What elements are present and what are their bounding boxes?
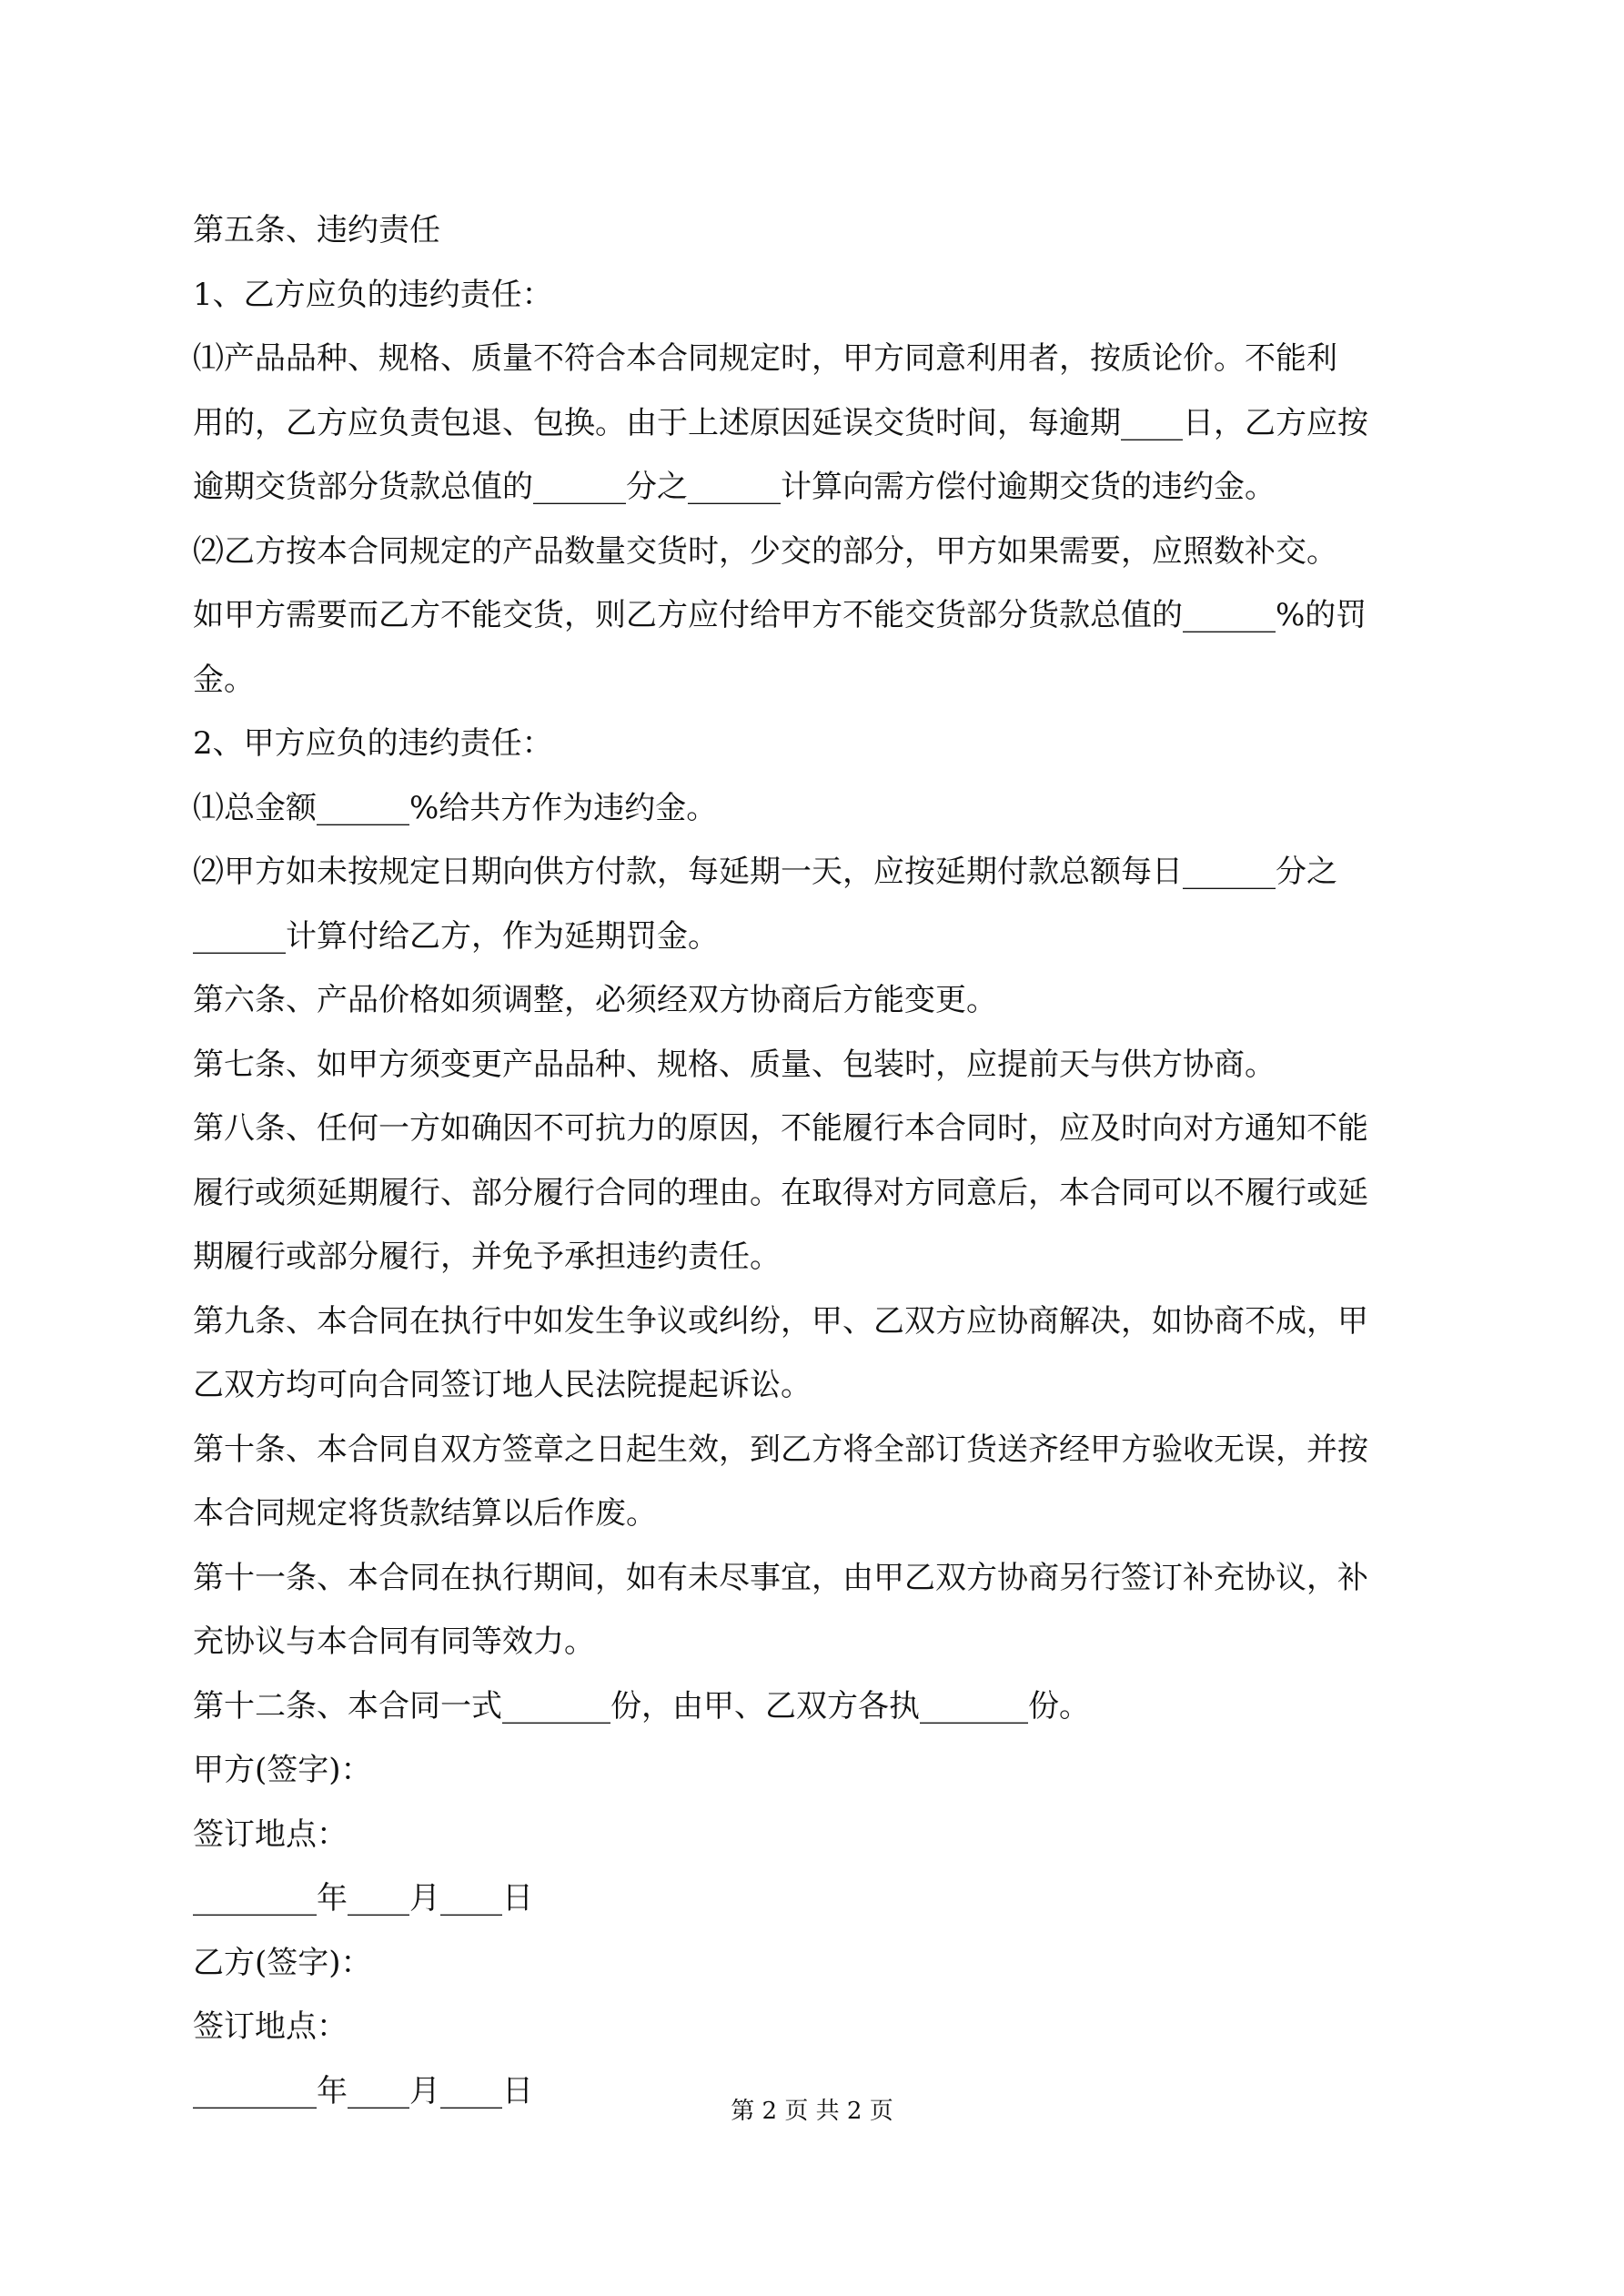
article-10-line-1: 第十条、本合同自双方签章之日起生效，到乙方将全部订货送齐经甲方验收无误，并按 <box>193 1431 1368 1468</box>
clause-b1-line-3: 逾期交货部分货款总值的______分之______计算向需方偿付逾期交货的违约金。 <box>193 469 1276 505</box>
article-9-line-1: 第九条、本合同在执行中如发生争议或纠纷，甲、乙双方应协商解决，如协商不成，甲 <box>193 1302 1368 1340</box>
clause-b1-line-2: 用的，乙方应负责包退、包换。由于上述原因延误交货时间，每逾期____日，乙方应按 <box>193 404 1368 441</box>
article-11-line-1: 第十一条、本合同在执行期间，如有未尽事宜，由甲乙双方协商另行签订补充协议，补 <box>193 1559 1368 1596</box>
party-a-liability-heading: 2、甲方应负的违约责任： <box>193 725 553 762</box>
article-8-line-1: 第八条、任何一方如确因不可抗力的原因，不能履行本合同时，应及时向对方通知不能 <box>193 1110 1368 1147</box>
party-b-signing-place: 签订地点： <box>193 2008 348 2045</box>
article-9-line-2: 乙双方均可向合同签订地人民法院提起诉讼。 <box>193 1367 812 1403</box>
party-b-liability-heading: 1、乙方应负的违约责任： <box>193 276 553 313</box>
clause-b2-line-2: 如甲方需要而乙方不能交货，则乙方应付给甲方不能交货部分货款总值的______%的罚 <box>193 597 1367 633</box>
article-7: 第七条、如甲方须变更产品品种、规格、质量、包装时，应提前天与供方协商。 <box>193 1046 1276 1083</box>
party-a-signing-date: ________年____月____日 <box>193 1880 533 1917</box>
article-12: 第十二条、本合同一式_______份，由甲、乙双方各执_______份。 <box>193 1687 1090 1725</box>
article-11-line-2: 充协议与本合同有同等效力。 <box>193 1623 595 1660</box>
clause-b1-line-1: ⑴产品品种、规格、质量不符合本合同规定时，甲方同意利用者，按质论价。不能利 <box>193 340 1337 377</box>
page-number-footer: 第 2 页 共 2 页 <box>731 2098 893 2125</box>
clause-a1-line-1: ⑴总金额______%给共方作为违约金。 <box>193 789 718 826</box>
article-6: 第六条、产品价格如须调整，必须经双方协商后方能变更。 <box>193 982 997 1018</box>
clause-b2-line-1: ⑵乙方按本合同规定的产品数量交货时，少交的部分，甲方如果需要，应照数补交。 <box>193 532 1337 570</box>
article-8-line-3: 期履行或部分履行，并免予承担违约责任。 <box>193 1239 781 1275</box>
party-a-signature: 甲方(签字)： <box>193 1752 372 1788</box>
clause-b2-line-3: 金。 <box>193 661 255 698</box>
document-body <box>193 198 1439 2123</box>
party-b-signing-date: ________年____月____日 <box>193 2072 533 2109</box>
article-5-heading: 第五条、违约责任 <box>193 212 440 248</box>
clause-a2-line-2: ______计算付给乙方，作为延期罚金。 <box>193 917 719 955</box>
clause-a2-line-1: ⑵甲方如未按规定日期向供方付款，每延期一天，应按延期付款总额每日______分之 <box>193 854 1337 890</box>
party-b-signature: 乙方(签字)： <box>193 1944 372 1981</box>
party-a-signing-place: 签订地点： <box>193 1816 348 1853</box>
article-8-line-2: 履行或须延期履行、部分履行合同的理由。在取得对方同意后，本合同可以不履行或延 <box>193 1174 1368 1211</box>
article-10-line-2: 本合同规定将货款结算以后作废。 <box>193 1495 657 1532</box>
